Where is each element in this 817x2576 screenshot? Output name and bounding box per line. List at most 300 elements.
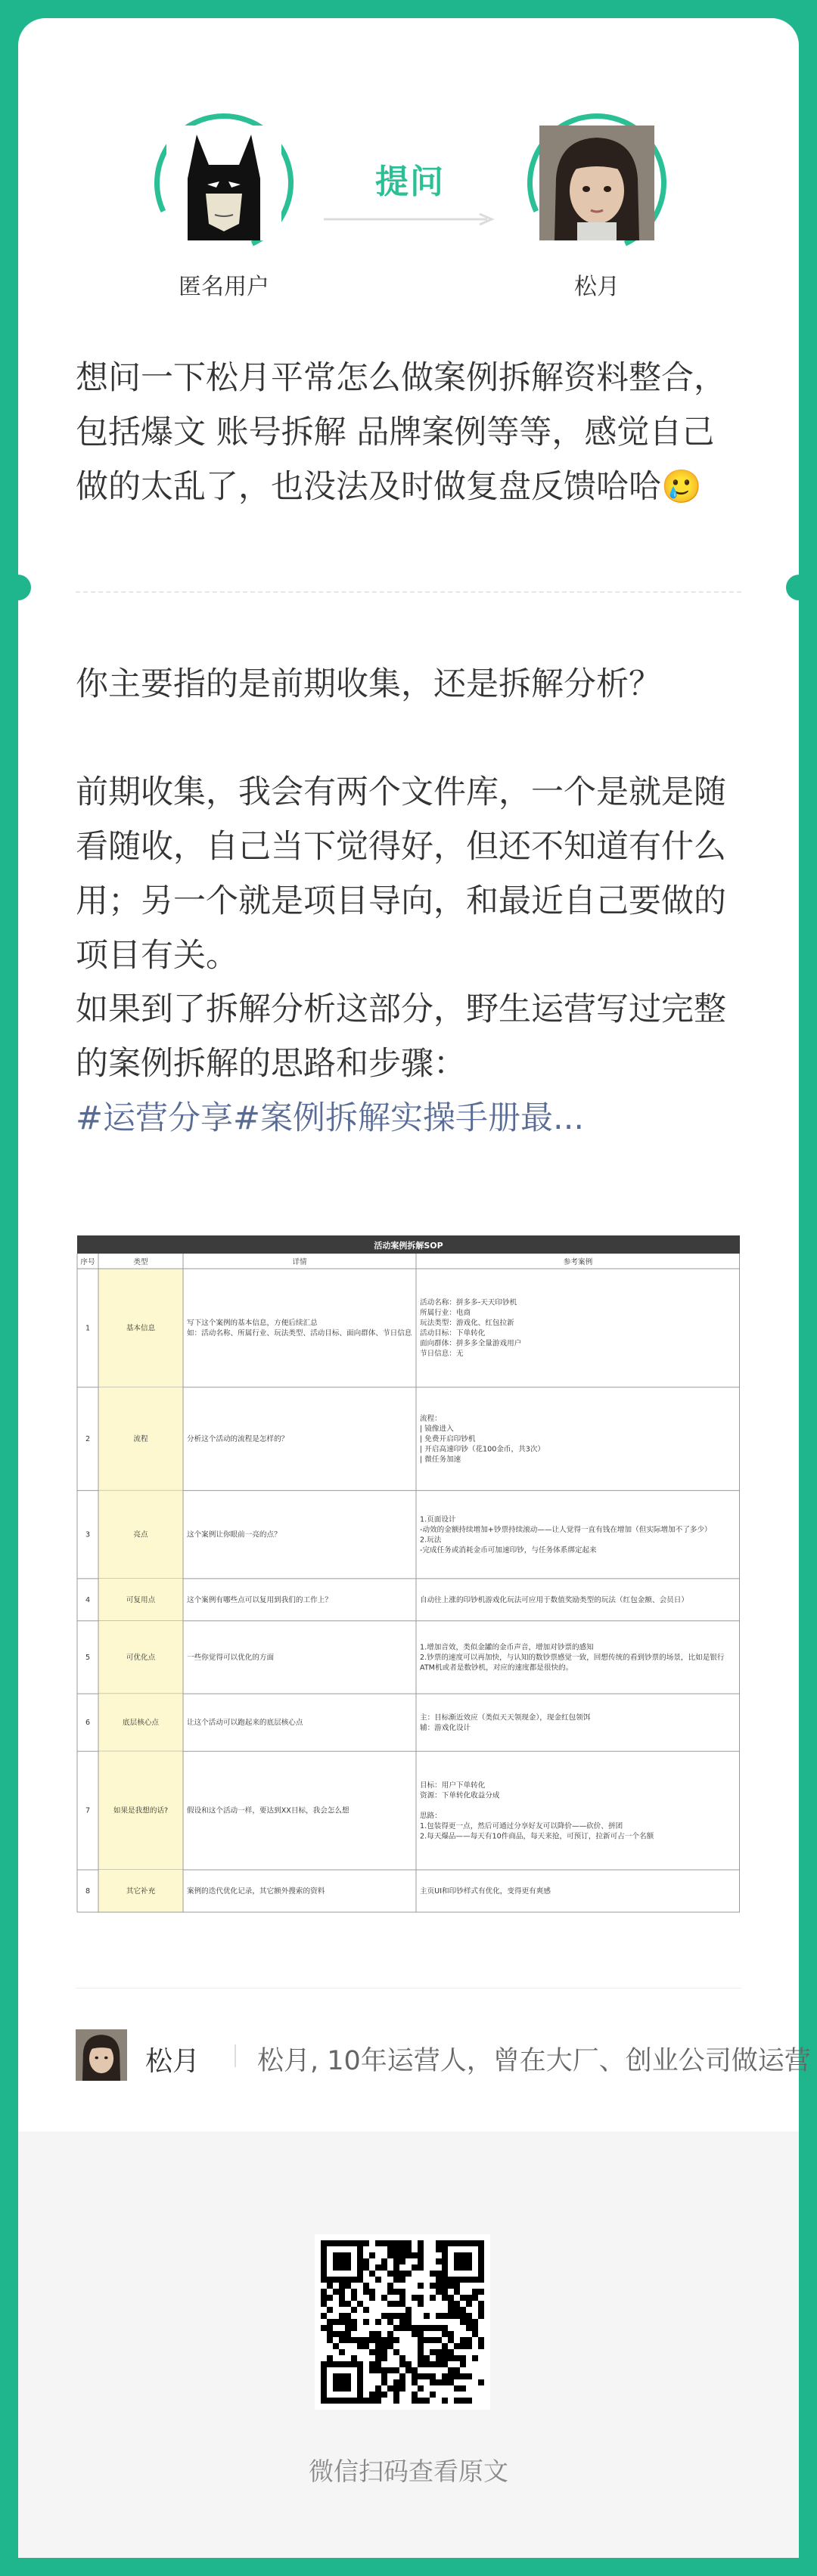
qr-module [418, 2343, 424, 2349]
qr-module [430, 2392, 436, 2398]
qr-module [460, 2295, 466, 2301]
qr-module [357, 2301, 363, 2307]
qr-module [339, 2349, 345, 2355]
qr-module [393, 2246, 399, 2252]
qr-module [393, 2289, 399, 2295]
qr-module [454, 2373, 460, 2379]
qr-module [381, 2379, 387, 2385]
qr-module [478, 2337, 484, 2343]
qr-module [363, 2307, 369, 2313]
sop-row-type: 流程 [133, 1435, 148, 1444]
qr-module [436, 2289, 442, 2295]
qr-module [351, 2325, 357, 2331]
qr-module [466, 2301, 472, 2307]
qr-module [460, 2337, 466, 2343]
qr-module [375, 2355, 381, 2361]
qr-module [418, 2349, 424, 2355]
qr-module [424, 2373, 430, 2379]
qr-module [430, 2271, 436, 2277]
qr-module [448, 2355, 454, 2361]
question-body: 想问一下松月平常怎么做案例拆解资料整合，包括爆文 账号拆解 品牌案例等等，感觉自己做的太乱了，也没法及时做复盘反馈哈哈 [76, 359, 726, 506]
qr-module [321, 2325, 327, 2331]
qr-module [412, 2331, 418, 2337]
qr-module [466, 2325, 472, 2331]
ask-label: 提问 [375, 163, 445, 201]
qr-module [363, 2289, 369, 2295]
qr-module [448, 2307, 454, 2313]
qr-module [369, 2337, 375, 2343]
sop-row-reference: 目标：用户下单转化 [420, 1781, 486, 1790]
qr-module [375, 2398, 381, 2404]
qr-module [381, 2349, 387, 2355]
qr-module [399, 2385, 405, 2392]
qr-module [466, 2343, 472, 2349]
sop-row-number: 7 [85, 1806, 91, 1815]
qr-module [418, 2385, 424, 2392]
qr-module [418, 2264, 424, 2271]
qr-module [442, 2289, 448, 2295]
sop-row-reference: 2.玩法 [420, 1536, 442, 1545]
sop-row-detail: 一些你觉得可以优化的方面 [187, 1653, 275, 1662]
qr-module [418, 2295, 424, 2301]
qr-module [387, 2289, 393, 2295]
asker-avatar[interactable] [154, 113, 294, 253]
qr-module [472, 2289, 478, 2295]
qr-module [393, 2240, 399, 2246]
qr-module [442, 2325, 448, 2331]
answer-paragraph-3 [76, 982, 741, 1145]
qr-module [405, 2367, 412, 2373]
sop-row-reference: -动效的金额持续增加+钞票持续滚动——让人觉得一直有钱在增加（但实际增加不了多少） [420, 1525, 712, 1534]
qr-module [381, 2264, 387, 2271]
qr-module [387, 2246, 393, 2252]
qr-module [418, 2355, 424, 2361]
sop-row-reference: 主页UI和印钞样式有优化，变得更有爽感 [420, 1887, 551, 1896]
card-notch-left [5, 575, 31, 600]
qr-module [345, 2283, 351, 2289]
qr-module [363, 2264, 369, 2271]
qr-module [363, 2258, 369, 2264]
qr-module [412, 2264, 418, 2271]
qr-module [393, 2385, 399, 2392]
qr-module [357, 2343, 363, 2349]
qr-module [460, 2398, 466, 2404]
qr-module [399, 2246, 405, 2252]
hashtag-link[interactable]: #运营分享#案例拆解实操手册最... [76, 1099, 585, 1137]
qr-module [351, 2319, 357, 2325]
qr-module [375, 2277, 381, 2283]
qr-module [460, 2355, 466, 2361]
qr-module [436, 2361, 442, 2367]
qr-module [375, 2264, 381, 2271]
arrow-right-icon [324, 213, 496, 225]
qr-module [327, 2355, 333, 2361]
qr-module [327, 2295, 333, 2301]
answerer-name: 松月 [574, 274, 620, 300]
qr-module [339, 2331, 345, 2337]
qr-module [363, 2337, 369, 2343]
qr-module [478, 2343, 484, 2349]
qr-module [405, 2252, 412, 2258]
sop-row-reference: 思路： [420, 1812, 442, 1821]
qr-module [339, 2289, 345, 2295]
qr-module [357, 2337, 363, 2343]
qr-module [369, 2271, 375, 2277]
sop-row-detail: 假设和这个活动一样，要达到XX目标，我会怎么想 [187, 1806, 349, 1815]
qr-module [363, 2283, 369, 2289]
qr-module [436, 2277, 442, 2283]
qr-module [321, 2301, 327, 2307]
qr-module [454, 2367, 460, 2373]
qr-module [381, 2313, 387, 2319]
qr-module [454, 2355, 460, 2361]
qr-module [375, 2361, 381, 2367]
qr-module [399, 2361, 405, 2367]
qr-module [369, 2361, 375, 2367]
qr-module [369, 2252, 375, 2258]
sop-header-cell: 详情 [292, 1258, 307, 1266]
sop-row-reference: 节日信息：无 [420, 1350, 464, 1359]
qr-module [387, 2367, 393, 2373]
qr-module [460, 2313, 466, 2319]
qr-module [436, 2313, 442, 2319]
qr-module [418, 2361, 424, 2367]
author-name[interactable]: 松月 [145, 2046, 200, 2077]
qr-module [381, 2392, 387, 2398]
qr-module [430, 2337, 436, 2343]
sop-row-reference: 自动往上涨的印钞机游戏化玩法可应用于数值奖励类型的玩法（红包金额、会员日） [420, 1595, 688, 1604]
sop-row-type: 可优化点 [126, 1653, 156, 1662]
qr-module [375, 2319, 381, 2325]
sop-row-reference: 流程： [420, 1415, 442, 1424]
qr-module [466, 2373, 472, 2379]
qr-module [442, 2373, 448, 2379]
qr-module [387, 2271, 393, 2277]
answer-paragraph-3-text: 如果到了拆解分析这部分，野生运营写过完整的案例拆解的思路和步骤： [76, 990, 726, 1083]
sop-row-reference: 玩法类型：游戏化、红包拉新 [420, 1319, 514, 1328]
qr-module [430, 2325, 436, 2331]
sop-row-reference: | 镜像进入 [420, 1424, 454, 1434]
qr-module [393, 2398, 399, 2404]
qr-module [387, 2385, 393, 2392]
qr-module [393, 2337, 399, 2343]
qr-module [448, 2301, 454, 2307]
qr-module [381, 2367, 387, 2373]
qr-module [369, 2349, 375, 2355]
qr-module [424, 2361, 430, 2367]
qr-module [478, 2307, 484, 2313]
sop-row-number: 2 [85, 1435, 91, 1444]
qr-module [418, 2373, 424, 2379]
qr-module [393, 2379, 399, 2385]
qr-module [381, 2355, 387, 2361]
sop-header-cell: 参考案例 [563, 1258, 593, 1266]
answer-paragraph-1: 你主要指的是前期收集，还是拆解分析？ [76, 665, 661, 703]
qr-module [375, 2331, 381, 2337]
sop-row-number: 3 [85, 1530, 91, 1539]
sop-row-type: 如果是我想的话? [113, 1806, 169, 1815]
qr-module [436, 2325, 442, 2331]
sop-row-reference: 所属行业：电商 [420, 1309, 471, 1318]
qr-module [442, 2349, 448, 2355]
qr-module [424, 2325, 430, 2331]
qr-module [472, 2355, 478, 2361]
qr-code[interactable] [315, 2234, 490, 2410]
qr-module [393, 2271, 399, 2277]
qr-module [405, 2325, 412, 2331]
qr-module [399, 2289, 405, 2295]
qr-module [448, 2295, 454, 2301]
batman-avatar-image [166, 126, 281, 240]
qr-module [393, 2392, 399, 2398]
sop-row-reference: 2.每天爆品——每天有10件商品，每天来抢，可预订，拉新可占一个名额 [420, 1832, 654, 1841]
sop-row-number: 1 [85, 1324, 91, 1333]
qr-module [399, 2258, 405, 2264]
sop-header-cell: 类型 [133, 1258, 148, 1266]
sop-row-detail: 这个案例有哪些点可以复用到我们的工作上？ [187, 1595, 332, 1604]
qr-module [412, 2325, 418, 2331]
qr-module [472, 2331, 478, 2337]
qr-module [333, 2343, 339, 2349]
qr-module [448, 2367, 454, 2373]
qr-module [442, 2361, 448, 2367]
qr-module [381, 2258, 387, 2264]
qr-module [399, 2277, 405, 2283]
qr-module [387, 2283, 393, 2289]
qr-module [387, 2240, 393, 2246]
qr-module [405, 2361, 412, 2367]
qr-module [436, 2246, 442, 2252]
qr-module [333, 2252, 351, 2271]
qr-module [399, 2379, 405, 2385]
qr-module [454, 2289, 460, 2295]
qr-module [393, 2349, 399, 2355]
qr-module [387, 2313, 393, 2319]
qr-module [442, 2379, 448, 2385]
qr-module [369, 2289, 375, 2295]
qr-module [448, 2337, 454, 2343]
qr-module [393, 2252, 399, 2258]
qr-module [454, 2301, 460, 2307]
qr-module [466, 2337, 472, 2343]
card-notch-right [786, 575, 812, 600]
qr-module [412, 2392, 418, 2398]
qr-module [448, 2349, 454, 2355]
qr-module [351, 2355, 357, 2361]
qr-module [363, 2240, 369, 2246]
qr-module [327, 2307, 333, 2313]
sop-row-reference: 活动名称：拼多多-天天印钞机 [420, 1298, 517, 1307]
qr-module [418, 2283, 424, 2289]
sop-row-reference: | 开启高速印钞（花100金币，共3次） [420, 1445, 545, 1454]
girl-avatar-image [539, 126, 654, 240]
qr-module [387, 2301, 393, 2307]
qr-module [375, 2343, 381, 2349]
sop-row-detail: 写下这个案例的基本信息，方便后续汇总 [187, 1319, 318, 1328]
qr-module [478, 2313, 484, 2319]
qr-module [466, 2398, 472, 2404]
qr-module [375, 2240, 381, 2246]
qr-module [412, 2367, 418, 2373]
qr-module [424, 2398, 430, 2404]
qr-module [436, 2240, 442, 2246]
qr-module [418, 2301, 424, 2307]
sop-row-reference: | 免费开启印钞机 [420, 1435, 476, 1444]
qr-module [393, 2325, 399, 2331]
qr-module [399, 2295, 405, 2301]
author-divider [76, 1988, 741, 1989]
qr-module [436, 2271, 442, 2277]
qr-module [381, 2240, 387, 2246]
qr-module [393, 2258, 399, 2264]
qr-module [436, 2379, 442, 2385]
qr-module [351, 2337, 357, 2343]
qr-module [418, 2331, 424, 2337]
qr-module [369, 2295, 375, 2301]
qr-module [454, 2385, 460, 2392]
qr-module [418, 2337, 424, 2343]
sop-row-reference: ATM机或者是数钞机，对应的速度都是很快的。 [420, 1663, 573, 1672]
qr-module [448, 2283, 454, 2289]
qr-module [399, 2313, 405, 2319]
qr-module [405, 2240, 412, 2246]
sop-row-reference: 2.钞票的速度可以再加快，与认知的数钞票感觉一致，回想传统的看到钞票的场景，比如是银行 [420, 1653, 725, 1662]
qr-module [405, 2307, 412, 2313]
qr-module [339, 2313, 345, 2319]
qr-module [466, 2313, 472, 2319]
qr-module [375, 2367, 381, 2373]
qr-module [478, 2289, 484, 2295]
qr-module [418, 2240, 424, 2246]
qr-module [442, 2398, 448, 2404]
sop-row-type: 可复用点 [126, 1595, 156, 1604]
qr-module [418, 2325, 424, 2331]
qr-module [327, 2325, 333, 2331]
qr-module [369, 2392, 375, 2398]
qr-module [460, 2343, 466, 2349]
sop-row-reference: 1.包装得更一点，然后可通过分享好友可以降价——砍价、拼团 [420, 1821, 623, 1830]
sop-header-cell: 序号 [80, 1258, 95, 1266]
qr-module [327, 2331, 333, 2337]
qr-module [405, 2271, 412, 2277]
sop-row-reference: 辅：游戏化设计 [420, 1723, 471, 1732]
qr-module [399, 2319, 405, 2325]
qr-module [418, 2252, 424, 2258]
qr-module [393, 2367, 399, 2373]
qr-module [333, 2373, 351, 2392]
qr-module [381, 2295, 387, 2301]
qr-module [448, 2379, 454, 2385]
qr-module [321, 2295, 327, 2301]
sop-row-number: 4 [85, 1595, 91, 1604]
qr-module [418, 2246, 424, 2252]
qr-module [454, 2343, 460, 2349]
qr-module [478, 2301, 484, 2307]
qr-module [436, 2258, 442, 2264]
qr-module [363, 2319, 369, 2325]
sop-row-reference: 活动目标：下单转化 [420, 1329, 486, 1338]
qr-module [393, 2264, 399, 2271]
qr-module [460, 2373, 466, 2379]
qr-module [327, 2283, 333, 2289]
qr-module [399, 2301, 405, 2307]
qr-module [345, 2319, 351, 2325]
qr-module [442, 2313, 448, 2319]
sop-row-type: 亮点 [133, 1530, 148, 1539]
sop-table-image[interactable] [77, 1235, 740, 1912]
sop-row-detail: 让这个活动可以跑起来的底层核心点 [187, 1719, 303, 1728]
author-row[interactable] [76, 2029, 811, 2082]
qr-module [345, 2325, 351, 2331]
qr-module [393, 2277, 399, 2283]
qr-module [393, 2313, 399, 2319]
qr-module [399, 2252, 405, 2258]
qr-module [424, 2337, 430, 2343]
author-avatar[interactable] [76, 2029, 127, 2081]
qr-module [405, 2313, 412, 2319]
qr-module [442, 2283, 448, 2289]
qr-module [430, 2349, 436, 2355]
qr-module [381, 2343, 387, 2349]
sop-row-number: 8 [85, 1887, 91, 1896]
sop-row-reference: -完成任务或消耗金币可加速印钞，与任务体系绑定起来 [420, 1545, 597, 1555]
sop-row-type: 其它补充 [126, 1887, 156, 1896]
qr-module [412, 2373, 418, 2379]
qr-module [399, 2271, 405, 2277]
sweat-smile-emoji: 🥲 [661, 468, 702, 506]
qr-module [442, 2343, 448, 2349]
qr-module [472, 2325, 478, 2331]
sop-row-reference: 1.增加音效，类似金罐的金币声音，增加对钞票的感知 [420, 1643, 594, 1652]
qr-module [466, 2295, 472, 2301]
qr-module [412, 2295, 418, 2301]
qr-caption: 微信扫码查看原文 [309, 2457, 508, 2486]
qr-module [460, 2361, 466, 2367]
sop-row-reference: 资源：下单转化收益分成 [420, 1791, 500, 1800]
qr-module [405, 2319, 412, 2325]
qr-module [387, 2319, 393, 2325]
qr-module [430, 2373, 436, 2379]
sop-row-reference: 主：目标渐近效应（类似天天领现金），现金红包领饵 [420, 1713, 591, 1722]
qr-module [345, 2313, 351, 2319]
answerer-avatar[interactable] [527, 113, 666, 253]
qr-module [466, 2319, 472, 2325]
sop-row-type: 底层核心点 [123, 1719, 159, 1728]
qr-module [430, 2361, 436, 2367]
qr-module [327, 2319, 333, 2325]
qr-module [369, 2398, 375, 2404]
qr-module [369, 2331, 375, 2337]
qr-module [460, 2307, 466, 2313]
sop-row-detail: 分析这个活动的流程是怎样的？ [187, 1435, 289, 1444]
qr-module [454, 2313, 460, 2319]
qr-module [363, 2398, 369, 2404]
sop-row-detail: 这个案例让你眼前一亮的点？ [187, 1530, 281, 1539]
qr-module [363, 2343, 369, 2349]
qr-module [430, 2379, 436, 2385]
sop-row-number: 5 [85, 1653, 91, 1662]
qr-module [399, 2325, 405, 2331]
qr-module [339, 2295, 345, 2301]
qr-module [412, 2398, 418, 2404]
qr-module [333, 2289, 339, 2295]
qr-module [375, 2385, 381, 2392]
qr-module [339, 2319, 345, 2325]
author-bio: 松月, 10年运营人，曾在大厂、创业公司做运营 [257, 2046, 811, 2076]
qr-module [375, 2392, 381, 2398]
qr-module [478, 2379, 484, 2385]
qr-module [321, 2313, 327, 2319]
